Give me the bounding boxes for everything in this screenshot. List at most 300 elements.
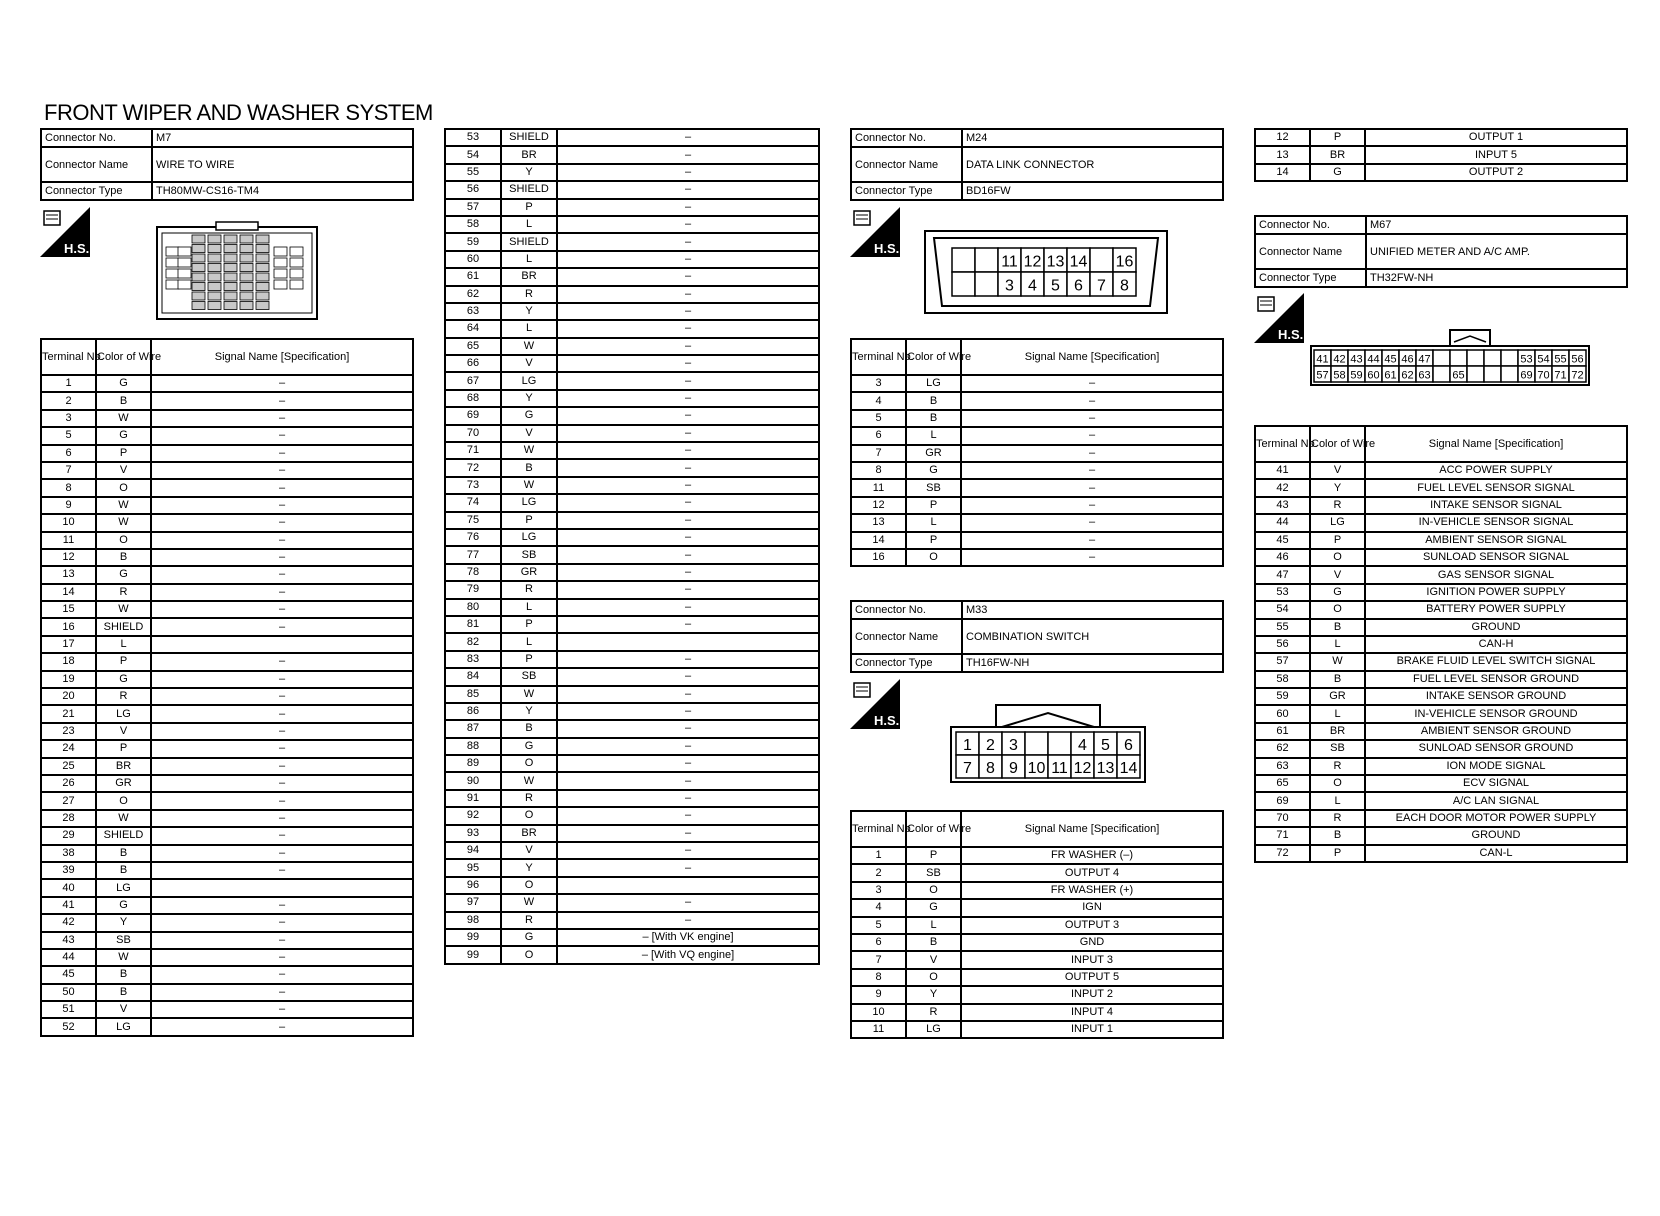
signal-name-cell: – [557, 442, 819, 459]
m24-connector-diagram [924, 230, 1168, 314]
terminal-no-cell: 61 [1255, 723, 1310, 740]
table-row [445, 842, 819, 859]
terminal-no-header: Terminal No. [41, 339, 96, 375]
wire-color-cell: O [1310, 601, 1365, 618]
wire-color-cell: SB [501, 668, 557, 685]
table-row [445, 251, 819, 268]
terminal-no-cell: 60 [445, 251, 501, 268]
wire-color-cell: W [1310, 653, 1365, 670]
terminal-no-cell: 64 [445, 320, 501, 337]
signal-name-cell: BATTERY POWER SUPPLY [1365, 601, 1627, 618]
connector-name-label: Connector Name [851, 147, 962, 182]
terminal-no-cell: 41 [1255, 462, 1310, 479]
wire-color-cell: GR [501, 564, 557, 581]
wire-color-cell: R [501, 790, 557, 807]
table-row [445, 859, 819, 876]
table-row [851, 462, 1223, 479]
pin-cavity [290, 269, 303, 278]
wire-color-cell: BR [501, 146, 557, 163]
table-row [851, 445, 1223, 462]
signal-name-cell: – [151, 862, 413, 879]
hs-icon [850, 679, 900, 729]
signal-name-cell: AMBIENT SENSOR SIGNAL [1365, 532, 1627, 549]
table-row [1255, 845, 1627, 862]
signal-name-cell: – [151, 532, 413, 549]
m33-terminal-table [850, 810, 1224, 1039]
table-row [41, 758, 413, 775]
wire-color-cell: G [501, 929, 557, 946]
pin-number: 5 [1101, 736, 1110, 754]
table-row [41, 810, 413, 827]
table-row [1255, 810, 1627, 827]
pin-cavity [224, 235, 237, 243]
terminal-no-cell: 17 [41, 636, 96, 653]
wire-color-cell: SB [906, 864, 961, 881]
pin-cavity [166, 269, 179, 278]
pin-cavity [192, 264, 205, 272]
table-row [41, 723, 413, 740]
table-row [41, 514, 413, 531]
terminal-no-cell: 5 [851, 410, 906, 427]
wire-color-cell: G [501, 407, 557, 424]
wire-color-cell: P [96, 740, 151, 757]
pin-number: 11 [1001, 253, 1018, 271]
pin-cavity [256, 273, 269, 281]
wire-color-cell: W [96, 497, 151, 514]
table-row [41, 966, 413, 983]
terminal-no-cell: 94 [445, 842, 501, 859]
signal-name-cell: – [557, 668, 819, 685]
wire-color-cell: G [1310, 584, 1365, 601]
m7-connector-diagram [156, 221, 318, 321]
pin-cavity [274, 247, 287, 256]
pin-number: 42 [1333, 353, 1346, 366]
pin-cavity [192, 273, 205, 281]
pin-number: 6 [1074, 277, 1083, 295]
signal-name-cell: INTAKE SENSOR GROUND [1365, 688, 1627, 705]
pin-number: 12 [1073, 759, 1092, 777]
signal-name-cell: – [961, 549, 1223, 566]
table-row [445, 564, 819, 581]
terminal-no-cell: 47 [1255, 566, 1310, 583]
pin-number: 7 [963, 759, 972, 777]
signal-name-cell: – [151, 775, 413, 792]
connector-no-label: Connector No. [851, 601, 962, 619]
table-row [445, 129, 819, 146]
signal-name-cell: – [557, 599, 819, 616]
terminal-no-cell: 6 [851, 934, 906, 951]
wire-color-cell: B [906, 410, 961, 427]
signal-name-cell: GROUND [1365, 827, 1627, 844]
signal-name-cell: – [151, 1018, 413, 1035]
table-row [41, 845, 413, 862]
terminal-no-cell: 19 [41, 671, 96, 688]
wire-color-cell: G [1310, 164, 1365, 181]
signal-name-cell: OUTPUT 3 [961, 917, 1223, 934]
signal-name-cell: – [557, 529, 819, 546]
signal-name-cell: – [151, 445, 413, 462]
table-row [445, 633, 819, 650]
wire-color-cell: P [906, 847, 961, 864]
wire-color-cell: SHIELD [501, 233, 557, 250]
pin-cavity [975, 248, 998, 272]
signal-name-cell: – [557, 216, 819, 233]
signal-name-cell: – [151, 810, 413, 827]
wire-color-cell: O [501, 807, 557, 824]
terminal-no-cell: 2 [851, 864, 906, 881]
signal-name-cell: – [961, 427, 1223, 444]
terminal-no-cell: 6 [41, 445, 96, 462]
pin-number: 61 [1384, 369, 1397, 382]
pin-number: 55 [1554, 353, 1567, 366]
signal-name-cell: – [961, 479, 1223, 496]
pin-number: 56 [1571, 353, 1584, 366]
wire-color-cell: GR [1310, 688, 1365, 705]
terminal-no-cell: 89 [445, 755, 501, 772]
pin-number: 8 [1120, 277, 1129, 295]
terminal-no-cell: 24 [41, 740, 96, 757]
pin-cavity [208, 273, 221, 281]
pin-number: 70 [1537, 369, 1550, 382]
signal-name-cell: SUNLOAD SENSOR GROUND [1365, 740, 1627, 757]
terminal-no-cell: 39 [41, 862, 96, 879]
terminal-no-cell: 45 [1255, 532, 1310, 549]
wire-color-cell: Y [96, 914, 151, 931]
pin-number: 72 [1571, 369, 1584, 382]
pin-cavity [192, 235, 205, 243]
signal-name-cell: – [961, 462, 1223, 479]
pin-cavity [208, 264, 221, 272]
pin-cavity [952, 272, 975, 296]
signal-name-cell: – [557, 738, 819, 755]
pin-cavity [224, 245, 237, 253]
table-row [445, 286, 819, 303]
terminal-no-cell: 63 [1255, 758, 1310, 775]
table-row [41, 618, 413, 635]
table-row [445, 877, 819, 894]
table-row [41, 566, 413, 583]
wire-color-cell: L [501, 216, 557, 233]
terminal-no-cell: 88 [445, 738, 501, 755]
signal-name-cell: INPUT 5 [1365, 146, 1627, 163]
wire-color-cell: W [96, 601, 151, 618]
table-row [1255, 775, 1627, 792]
wire-color-cell: G [96, 671, 151, 688]
connector-type-label: Connector Type [851, 182, 962, 200]
terminal-no-cell: 25 [41, 758, 96, 775]
table-row [851, 392, 1223, 409]
signal-name-cell: – [961, 375, 1223, 392]
terminal-no-cell: 23 [41, 723, 96, 740]
wire-color-cell: R [96, 584, 151, 601]
terminal-no-cell: 16 [851, 549, 906, 566]
wire-color-cell: O [501, 946, 557, 963]
pin-number: 3 [1009, 736, 1018, 754]
terminal-no-cell: 13 [41, 566, 96, 583]
color-of-wire-header: Color of Wire [1310, 426, 1365, 462]
signal-name-cell [151, 636, 413, 653]
table-row [445, 651, 819, 668]
wire-color-cell: O [1310, 775, 1365, 792]
table-row [445, 355, 819, 372]
table-row [445, 686, 819, 703]
signal-name-cell: – [557, 755, 819, 772]
terminal-no-cell: 12 [1255, 129, 1310, 146]
terminal-no-cell: 69 [1255, 792, 1310, 809]
terminal-no-cell: 43 [41, 932, 96, 949]
signal-name-cell: – [557, 338, 819, 355]
pin-cavity [256, 254, 269, 262]
pin-number: 3 [1005, 277, 1014, 295]
pin-number: 12 [1023, 253, 1042, 271]
wire-color-cell: B [96, 845, 151, 862]
signal-name-cell: CAN-L [1365, 845, 1627, 862]
signal-name-cell: – [557, 390, 819, 407]
signal-name-cell: FR WASHER (–) [961, 847, 1223, 864]
connector-no-label: Connector No. [1255, 216, 1366, 234]
connector-type-label: Connector Type [851, 654, 962, 672]
terminal-no-cell: 99 [445, 946, 501, 963]
table-row [41, 671, 413, 688]
terminal-no-cell: 12 [851, 497, 906, 514]
pin-number: 1 [963, 736, 972, 754]
signal-name-cell: – [557, 703, 819, 720]
terminal-no-cell: 18 [41, 653, 96, 670]
table-row [445, 233, 819, 250]
wire-color-cell: W [501, 442, 557, 459]
pin-cavity [224, 283, 237, 291]
m24-terminal-table [850, 338, 1224, 567]
m7-info-table [40, 128, 414, 201]
table-row [445, 720, 819, 737]
table-row [851, 497, 1223, 514]
wire-color-cell: W [501, 686, 557, 703]
terminal-no-cell: 4 [851, 392, 906, 409]
table-row [1255, 740, 1627, 757]
hs-icon [850, 207, 900, 257]
table-row [851, 479, 1223, 496]
wire-color-cell: W [96, 949, 151, 966]
terminal-no-cell: 50 [41, 984, 96, 1001]
wire-color-cell: B [501, 459, 557, 476]
signal-name-cell: INPUT 4 [961, 1004, 1223, 1021]
table-row [41, 497, 413, 514]
terminal-no-cell: 11 [851, 479, 906, 496]
signal-name-cell: – [557, 686, 819, 703]
table-row [1255, 723, 1627, 740]
terminal-no-cell: 10 [851, 1004, 906, 1021]
signal-name-cell: – [151, 792, 413, 809]
signal-name-cell: FUEL LEVEL SENSOR GROUND [1365, 671, 1627, 688]
wire-color-cell: P [906, 532, 961, 549]
table-row [41, 914, 413, 931]
hs-label: H.S. [874, 241, 900, 256]
signal-name-cell: – [151, 897, 413, 914]
wire-color-cell: P [1310, 845, 1365, 862]
pin-cavity [1433, 350, 1450, 366]
pin-cavity [1467, 366, 1484, 382]
pin-number: 71 [1554, 369, 1567, 382]
wire-color-cell: LG [501, 494, 557, 511]
pin-number: 13 [1046, 253, 1065, 271]
terminal-no-cell: 16 [41, 618, 96, 635]
signal-name-cell: – [557, 807, 819, 824]
wire-color-cell: SB [501, 546, 557, 563]
m7-terminal-table-a [40, 338, 414, 1037]
wire-color-cell: G [906, 899, 961, 916]
terminal-no-cell: 56 [445, 181, 501, 198]
wire-color-cell: Y [501, 303, 557, 320]
table-row [445, 894, 819, 911]
signal-name-cell: – [961, 514, 1223, 531]
signal-name-cell: – [151, 740, 413, 757]
signal-name-cell: – [961, 410, 1223, 427]
pin-number: 57 [1316, 369, 1329, 382]
signal-name-cell: ECV SIGNAL [1365, 775, 1627, 792]
signal-name-cell: – [151, 497, 413, 514]
signal-name-cell: – [557, 146, 819, 163]
table-row [851, 847, 1223, 864]
table-row [851, 427, 1223, 444]
signal-name-cell: CAN-H [1365, 636, 1627, 653]
table-row [445, 825, 819, 842]
terminal-no-cell: 3 [851, 882, 906, 899]
terminal-no-cell: 13 [851, 514, 906, 531]
table-row [851, 549, 1223, 566]
table-row [1255, 792, 1627, 809]
terminal-no-cell: 76 [445, 529, 501, 546]
signal-name-cell [557, 877, 819, 894]
terminal-no-cell: 60 [1255, 705, 1310, 722]
table-row [445, 703, 819, 720]
terminal-no-cell: 57 [445, 199, 501, 216]
table-row [1255, 497, 1627, 514]
table-row [851, 514, 1223, 531]
wire-color-cell: V [96, 1001, 151, 1018]
table-row [851, 864, 1223, 881]
table-row [1255, 462, 1627, 479]
signal-name-cell: – [557, 355, 819, 372]
terminal-no-cell: 68 [445, 390, 501, 407]
pin-cavity [1467, 350, 1484, 366]
wire-color-cell: B [501, 720, 557, 737]
signal-name-cell: A/C LAN SIGNAL [1365, 792, 1627, 809]
pin-cavity [166, 247, 179, 256]
terminal-no-cell: 55 [1255, 619, 1310, 636]
wire-color-cell: LG [501, 529, 557, 546]
pin-cavity [166, 280, 179, 289]
pin-number: 4 [1078, 736, 1087, 754]
terminal-no-cell: 65 [445, 338, 501, 355]
terminal-no-cell: 81 [445, 616, 501, 633]
terminal-no-cell: 11 [851, 1021, 906, 1038]
pin-cavity [208, 254, 221, 262]
signal-name-cell: – [557, 181, 819, 198]
wire-color-cell: P [501, 616, 557, 633]
table-row [1255, 146, 1627, 163]
terminal-no-cell: 56 [1255, 636, 1310, 653]
hs-icon [40, 207, 90, 257]
wire-color-cell: L [1310, 705, 1365, 722]
pin-number: 58 [1333, 369, 1346, 382]
signal-name-cell: – [557, 512, 819, 529]
hs-label: H.S. [64, 241, 90, 256]
hs-icon [1254, 293, 1304, 343]
wire-color-cell: W [96, 410, 151, 427]
m33-connector-name: COMBINATION SWITCH [962, 619, 1223, 654]
table-row [445, 512, 819, 529]
pin-number: 4 [1028, 277, 1037, 295]
terminal-no-cell: 57 [1255, 653, 1310, 670]
pin-number: 16 [1115, 253, 1134, 271]
wire-color-cell: L [501, 633, 557, 650]
table-row [445, 529, 819, 546]
table-row [1255, 164, 1627, 181]
table-row [445, 199, 819, 216]
wire-color-cell: R [96, 688, 151, 705]
signal-name-cell: OUTPUT 5 [961, 969, 1223, 986]
table-row [445, 929, 819, 946]
signal-name-cell: – [151, 618, 413, 635]
table-row [445, 425, 819, 442]
table-row [445, 581, 819, 598]
signal-name-cell: – [557, 494, 819, 511]
wire-color-cell: V [501, 842, 557, 859]
table-row [851, 986, 1223, 1003]
connector-name-label: Connector Name [1255, 234, 1366, 269]
signal-name-cell: – [557, 772, 819, 789]
table-row [41, 549, 413, 566]
terminal-no-cell: 26 [41, 775, 96, 792]
table-row [1255, 705, 1627, 722]
table-row [41, 949, 413, 966]
wire-color-cell: B [906, 934, 961, 951]
wire-color-cell: R [501, 286, 557, 303]
signal-name-cell: GND [961, 934, 1223, 951]
terminal-no-cell: 15 [41, 601, 96, 618]
table-row [1255, 636, 1627, 653]
terminal-no-cell: 70 [445, 425, 501, 442]
signal-name-cell: INPUT 3 [961, 951, 1223, 968]
signal-name-cell: – [151, 584, 413, 601]
pin-cavity [975, 272, 998, 296]
signal-name-cell: – [151, 758, 413, 775]
table-row [1255, 619, 1627, 636]
table-row [41, 792, 413, 809]
m67-connector-diagram [1310, 328, 1590, 386]
pin-cavity [256, 302, 269, 310]
connector-type-label: Connector Type [1255, 269, 1366, 287]
terminal-no-cell: 5 [851, 917, 906, 934]
pin-cavity [952, 248, 975, 272]
pin-cavity [274, 280, 287, 289]
signal-name-cell: – [557, 372, 819, 389]
pin-cavity [208, 283, 221, 291]
table-row [41, 897, 413, 914]
pin-cavity [208, 302, 221, 310]
signal-name-header: Signal Name [Specification] [1365, 426, 1627, 462]
terminal-no-cell: 71 [1255, 827, 1310, 844]
signal-name-cell: – [151, 392, 413, 409]
table-row [851, 917, 1223, 934]
pin-number: 7 [1097, 277, 1106, 295]
signal-name-cell: – [151, 914, 413, 931]
signal-name-cell: – [151, 462, 413, 479]
table-row [445, 668, 819, 685]
terminal-no-cell: 44 [41, 949, 96, 966]
wire-color-cell: L [501, 251, 557, 268]
table-row [1255, 688, 1627, 705]
